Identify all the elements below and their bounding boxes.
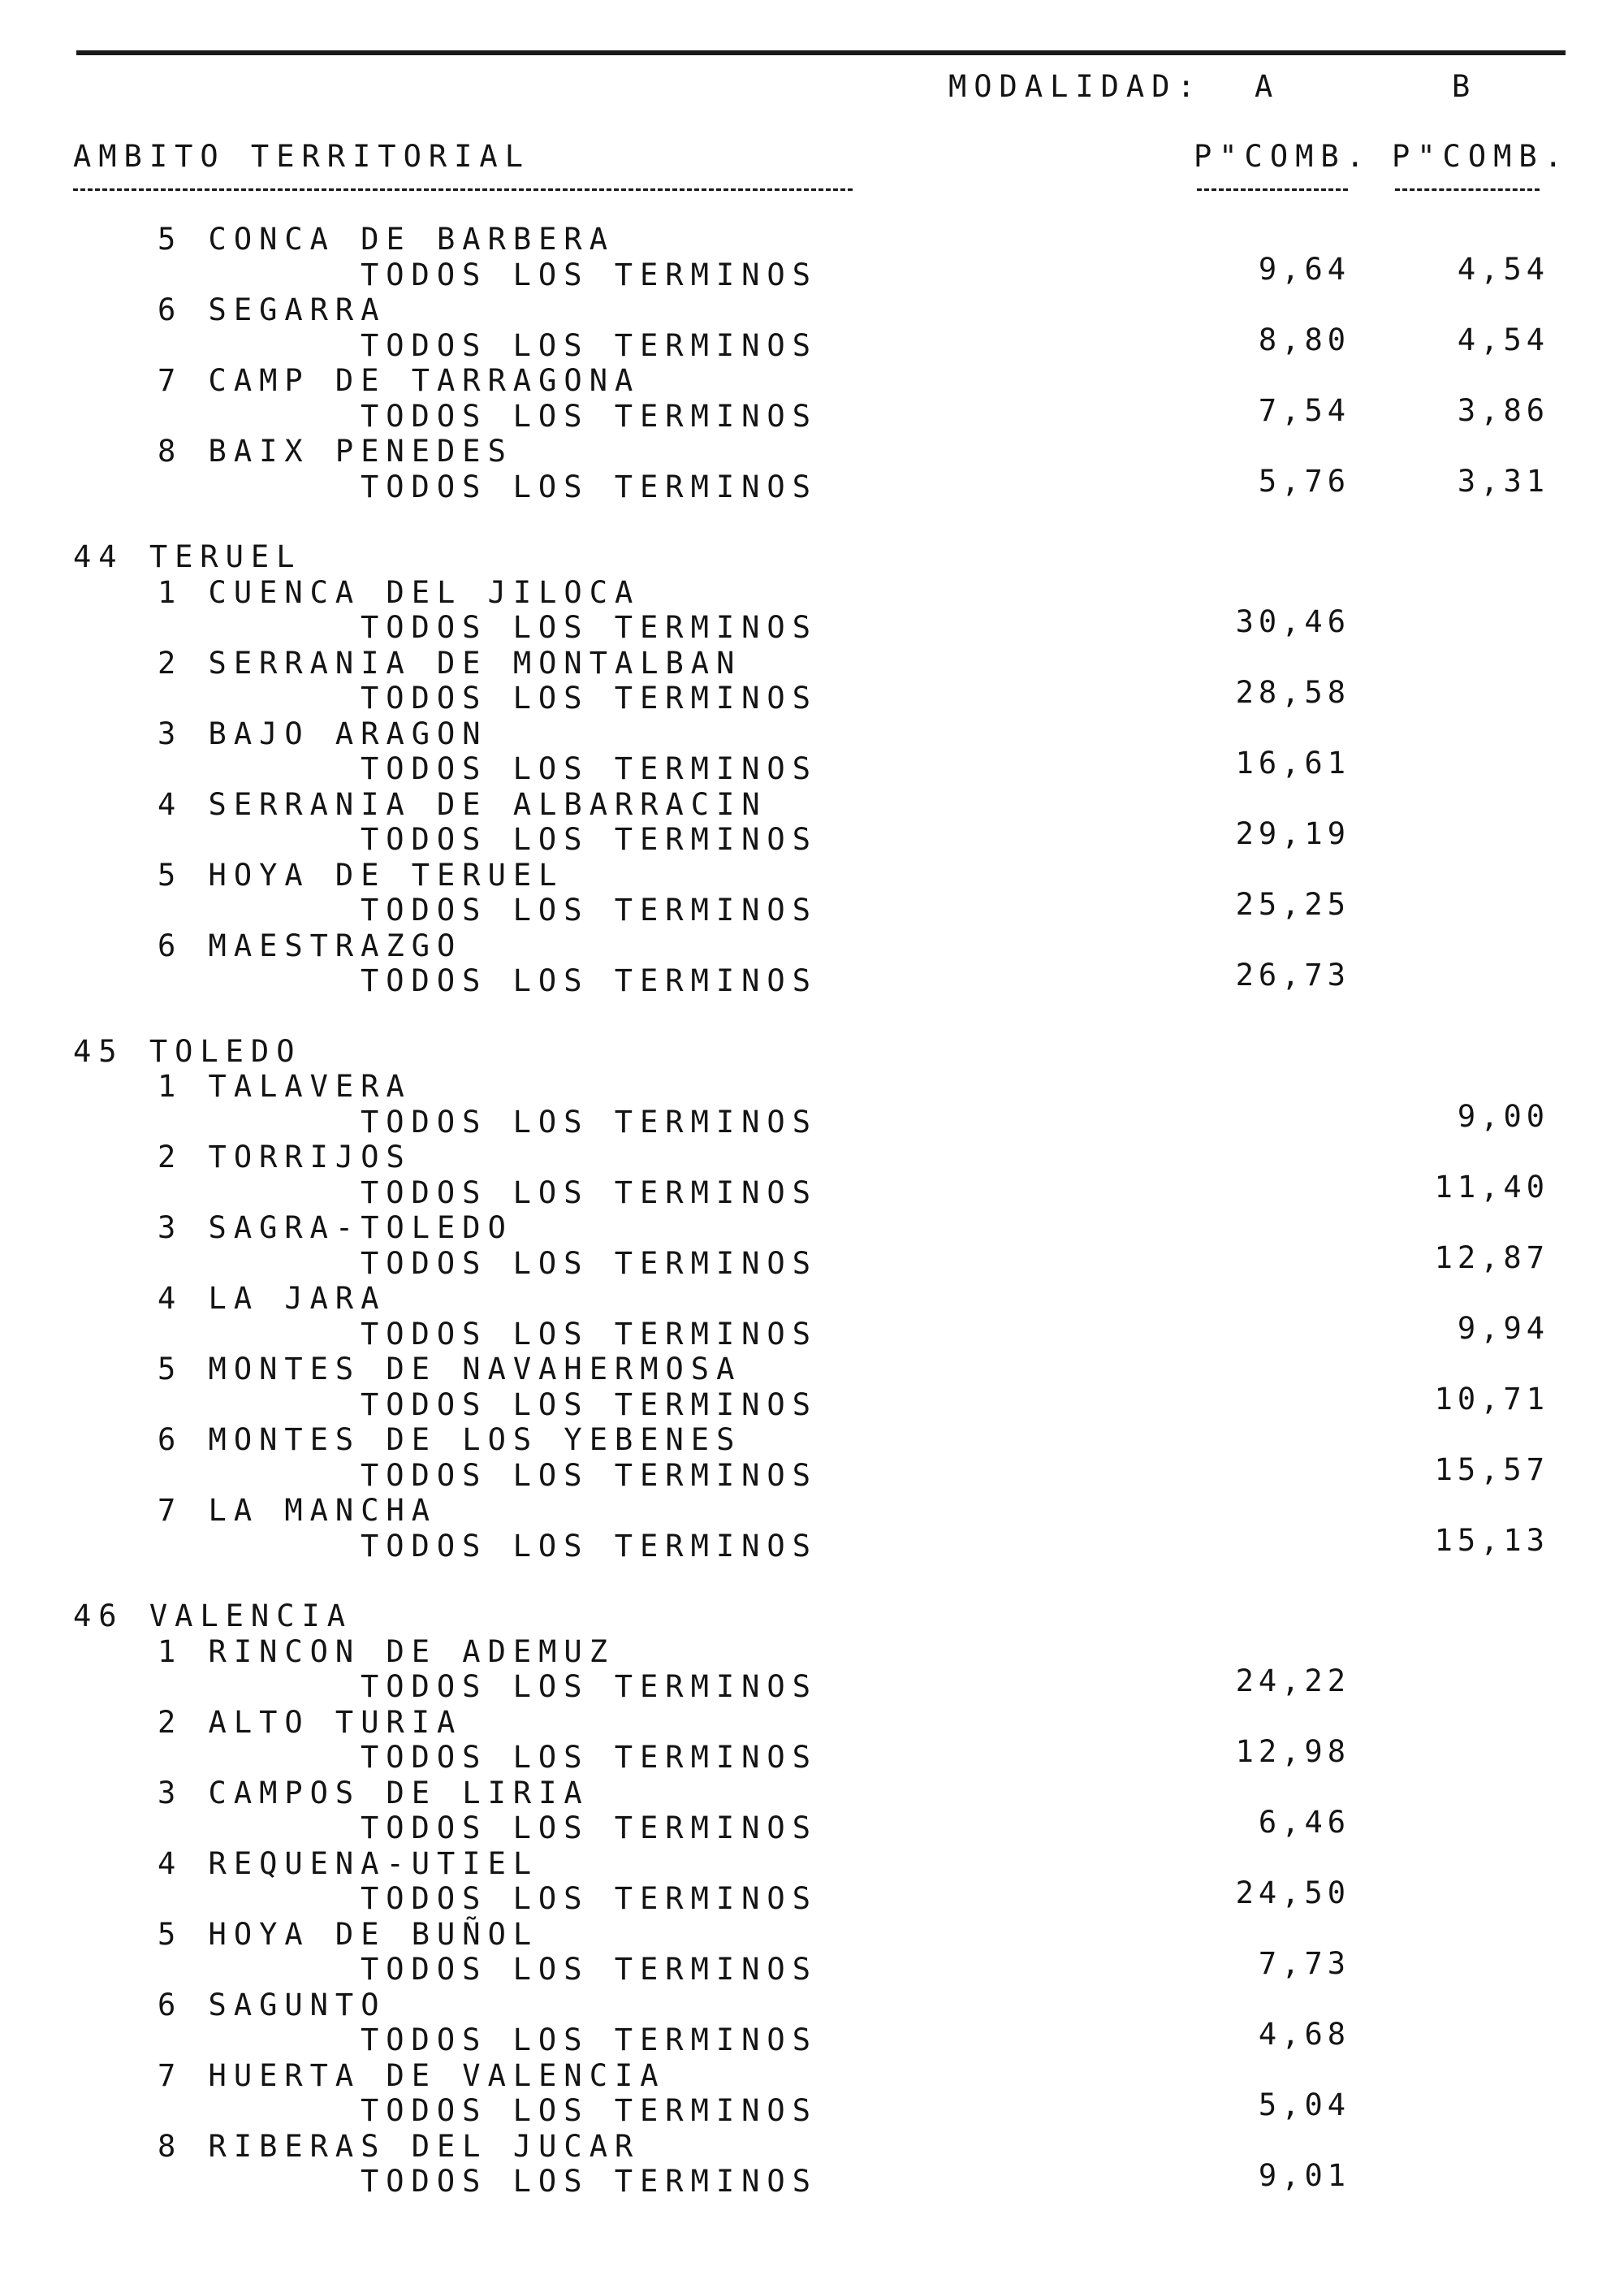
value-modalidad-a: 29,19 — [1235, 816, 1350, 851]
term-label: TODOS LOS TERMINOS — [361, 257, 818, 292]
column-b-subheader: P"COMB. — [1392, 139, 1570, 174]
value-modalidad-a: 26,73 — [1235, 958, 1350, 993]
comarca-label: 4 SERRANIA DE ALBARRACIN — [158, 786, 767, 822]
value-modalidad-a: 24,50 — [1235, 1875, 1350, 1910]
term-label: TODOS LOS TERMINOS — [361, 1386, 818, 1422]
column-a-subheader: P"COMB. — [1194, 139, 1371, 174]
term-label: TODOS LOS TERMINOS — [361, 1104, 818, 1140]
term-label: TODOS LOS TERMINOS — [361, 1528, 818, 1564]
comarca-label: 2 ALTO TURIA — [158, 1704, 463, 1740]
value-modalidad-b: 3,86 — [1457, 392, 1549, 428]
value-modalidad-a: 7,73 — [1258, 1946, 1350, 1981]
term-label: TODOS LOS TERMINOS — [361, 2022, 818, 2057]
column-b-header: B — [1452, 69, 1478, 104]
comarca-label: 1 RINCON DE ADEMUZ — [158, 1633, 615, 1669]
comarca-label: 6 SEGARRA — [158, 292, 387, 327]
term-label: TODOS LOS TERMINOS — [361, 963, 818, 998]
term-label: TODOS LOS TERMINOS — [361, 751, 818, 786]
ambito-territorial-label: AMBITO TERRITORIAL — [73, 139, 530, 174]
term-label: TODOS LOS TERMINOS — [361, 1316, 818, 1352]
term-label: TODOS LOS TERMINOS — [361, 822, 818, 857]
value-modalidad-a: 24,22 — [1235, 1663, 1350, 1698]
comarca-label: 1 TALAVERA — [158, 1069, 412, 1104]
term-label: TODOS LOS TERMINOS — [361, 681, 818, 716]
comarca-label: 5 CONCA DE BARBERA — [158, 222, 615, 257]
term-label: TODOS LOS TERMINOS — [361, 1952, 818, 1987]
comarca-label: 8 RIBERAS DEL JUCAR — [158, 2128, 641, 2164]
comarca-label: 5 HOYA DE BUÑOL — [158, 1916, 539, 1952]
term-label: TODOS LOS TERMINOS — [361, 1740, 818, 1775]
value-modalidad-a: 12,98 — [1235, 1734, 1350, 1769]
provincia-heading: 46 VALENCIA — [73, 1598, 353, 1633]
value-modalidad-b: 15,57 — [1434, 1451, 1549, 1487]
comarca-label: 6 MONTES DE LOS YEBENES — [158, 1422, 742, 1457]
comarca-label: 1 CUENCA DEL JILOCA — [158, 574, 641, 610]
term-label: TODOS LOS TERMINOS — [361, 2093, 818, 2128]
comarca-label: 6 MAESTRAZGO — [158, 928, 463, 963]
term-label: TODOS LOS TERMINOS — [361, 1245, 818, 1281]
term-label: TODOS LOS TERMINOS — [361, 893, 818, 928]
top-rule — [76, 50, 1566, 55]
column-a-header: A — [1255, 69, 1281, 104]
comarca-label: 3 CAMPOS DE LIRIA — [158, 1775, 590, 1810]
value-modalidad-b: 9,00 — [1457, 1098, 1549, 1134]
term-label: TODOS LOS TERMINOS — [361, 1174, 818, 1210]
term-label: TODOS LOS TERMINOS — [361, 1881, 818, 1916]
value-modalidad-b: 12,87 — [1434, 1239, 1549, 1275]
value-modalidad-b: 4,54 — [1457, 251, 1549, 287]
provincia-heading: 44 TERUEL — [73, 539, 302, 574]
comarca-label: 3 BAJO ARAGON — [158, 716, 488, 751]
value-modalidad-b: 10,71 — [1434, 1381, 1549, 1417]
value-modalidad-b: 11,40 — [1434, 1169, 1549, 1205]
comarca-label: 2 TORRIJOS — [158, 1140, 412, 1174]
value-modalidad-a: 30,46 — [1235, 604, 1350, 639]
value-modalidad-a: 7,54 — [1258, 392, 1350, 428]
comarca-label: 5 HOYA DE TERUEL — [158, 857, 564, 893]
comarca-label: 7 HUERTA DE VALENCIA — [158, 2057, 666, 2093]
column-b-underline — [1395, 188, 1540, 191]
value-modalidad-b: 9,94 — [1457, 1310, 1549, 1346]
comarca-label: 7 LA MANCHA — [158, 1493, 438, 1528]
term-label: TODOS LOS TERMINOS — [361, 1810, 818, 1845]
modalidad-label: MODALIDAD: — [948, 69, 1203, 104]
provincia-heading: 45 TOLEDO — [73, 1033, 302, 1069]
value-modalidad-a: 9,01 — [1258, 2158, 1350, 2193]
value-modalidad-b: 3,31 — [1457, 463, 1549, 499]
term-label: TODOS LOS TERMINOS — [361, 610, 818, 645]
comarca-label: 2 SERRANIA DE MONTALBAN — [158, 645, 742, 681]
value-modalidad-b: 4,54 — [1457, 322, 1549, 357]
term-label: TODOS LOS TERMINOS — [361, 1457, 818, 1493]
term-label: TODOS LOS TERMINOS — [361, 1669, 818, 1704]
comarca-label: 4 REQUENA-UTIEL — [158, 1845, 539, 1881]
ambito-underline — [73, 188, 853, 191]
term-label: TODOS LOS TERMINOS — [361, 327, 818, 363]
comarca-label: 4 LA JARA — [158, 1281, 387, 1316]
value-modalidad-a: 5,04 — [1258, 2087, 1350, 2122]
value-modalidad-a: 9,64 — [1258, 251, 1350, 287]
comarca-label: 7 CAMP DE TARRAGONA — [158, 363, 641, 398]
comarca-label: 5 MONTES DE NAVAHERMOSA — [158, 1352, 742, 1386]
value-modalidad-a: 25,25 — [1235, 887, 1350, 922]
value-modalidad-a: 16,61 — [1235, 746, 1350, 781]
term-label: TODOS LOS TERMINOS — [361, 469, 818, 504]
value-modalidad-a: 5,76 — [1258, 463, 1350, 499]
value-modalidad-a: 28,58 — [1235, 675, 1350, 710]
value-modalidad-b: 15,13 — [1434, 1522, 1549, 1558]
comarca-label: 8 BAIX PENEDES — [158, 434, 513, 469]
term-label: TODOS LOS TERMINOS — [361, 398, 818, 434]
comarca-label: 3 SAGRA-TOLEDO — [158, 1210, 513, 1245]
comarca-label: 6 SAGUNTO — [158, 1987, 387, 2022]
value-modalidad-a: 8,80 — [1258, 322, 1350, 357]
value-modalidad-a: 4,68 — [1258, 2017, 1350, 2052]
term-label: TODOS LOS TERMINOS — [361, 2164, 818, 2199]
column-a-underline — [1197, 188, 1348, 191]
value-modalidad-a: 6,46 — [1258, 1805, 1350, 1840]
